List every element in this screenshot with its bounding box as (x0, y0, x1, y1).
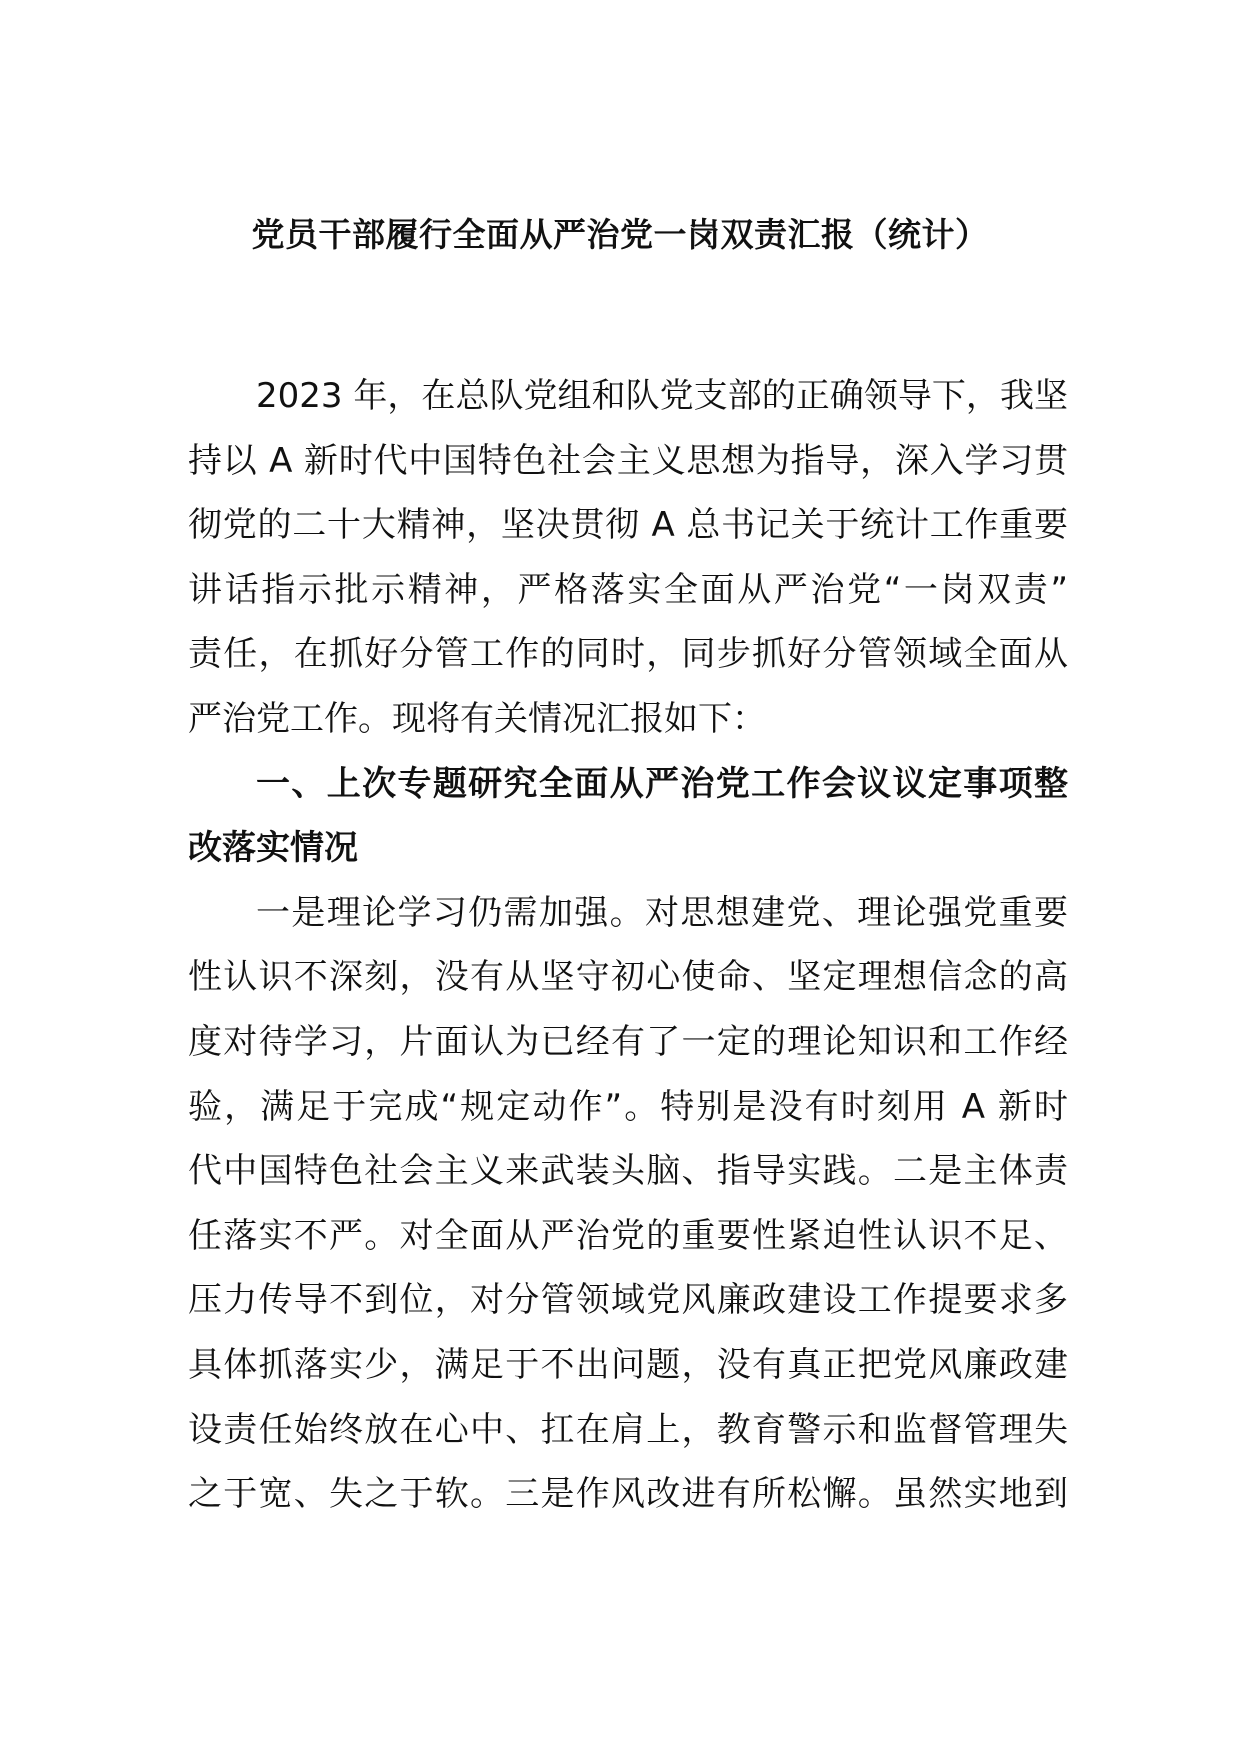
paragraph-line: 压力传导不到位，对分管领域党风廉政建设工作提要求多 (188, 1280, 1068, 1321)
paragraph-line: 具体抓落实少，满足于不出问题，没有真正把党风廉政建 (188, 1344, 1068, 1385)
paragraph-line: 持以 A 新时代中国特色社会主义思想为指导，深入学习贯 (188, 440, 1068, 481)
paragraph-line: 设责任始终放在心中、扛在肩上，教育警示和监督管理失 (188, 1409, 1068, 1450)
paragraph-line: 2023 年，在总队党组和队党支部的正确领导下，我坚 (256, 376, 1068, 416)
paragraph-line: 度对待学习，片面认为已经有了一定的理论知识和工作经 (188, 1021, 1068, 1062)
paragraph-line: 彻党的二十大精神，坚决贯彻 A 总书记关于统计工作重要 (188, 505, 1068, 546)
paragraph-line: 责任，在抓好分管工作的同时，同步抓好分管领域全面从 (188, 634, 1068, 675)
document-title: 党员干部履行全面从严治党一岗双责汇报（统计） (251, 215, 989, 254)
paragraph-line: 代中国特色社会主义来武装头脑、指导实践。二是主体责 (188, 1151, 1068, 1192)
paragraph-line: 之于宽、失之于软。三是作风改进有所松懈。虽然实地到 (188, 1474, 1068, 1515)
document-body (188, 364, 1068, 1527)
paragraph-line: 任落实不严。对全面从严治党的重要性紧迫性认识不足、 (188, 1215, 1068, 1256)
section-heading-line: 一、上次专题研究全面从严治党工作会议议定事项整 (256, 763, 1068, 804)
paragraph-line: 验，满足于完成“规定动作”。特别是没有时刻用 A 新时 (188, 1086, 1068, 1127)
paragraph-line: 一是理论学习仍需加强。对思想建党、理论强党重要 (256, 892, 1068, 933)
paragraph-line: 严治党工作。现将有关情况汇报如下： (188, 698, 766, 739)
paragraph-line: 讲话指示批示精神，严格落实全面从严治党“一岗双责” (188, 569, 1068, 610)
paragraph-line: 性认识不深刻，没有从坚守初心使命、坚定理想信念的高 (188, 957, 1068, 998)
section-heading-line: 改落实情况 (188, 828, 358, 869)
